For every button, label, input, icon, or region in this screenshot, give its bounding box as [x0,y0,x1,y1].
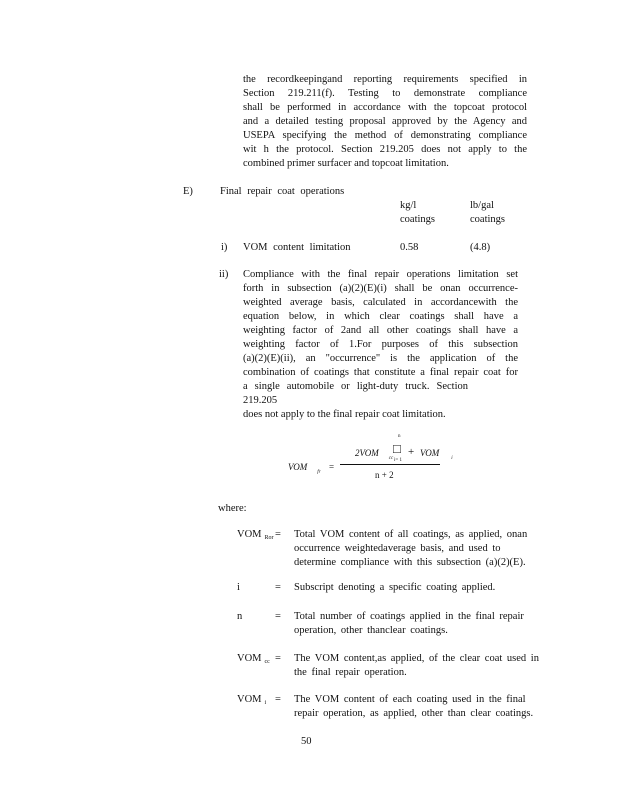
item-ii-line: weighting factor of 1.For purposes of this subsection [243,339,518,350]
intro-line: USEPA specifying the method of demonstrating compliance [243,130,527,141]
item-ii-line: weighted average basis, calculated in accordancewith the [243,297,518,308]
col-header-kg-line1: kg/l [400,200,417,211]
formula-numerator-term [355,446,393,463]
definition-equals: = [275,582,281,593]
item-ii-line: does not apply to the final repair coat limitation. [243,409,446,420]
formula-lhs [288,460,321,477]
intro-line: and a detailed testing proposal approved by the Agency and [243,116,527,127]
sum-icon: □ [393,441,401,456]
item-ii-paragraph [243,268,518,422]
definition-symbol-text: VOM [237,694,262,705]
formula-vom-i-sub: i [451,456,453,461]
definition-symbol [237,652,270,667]
formula-vom-i-text: VOM [420,448,440,458]
intro-line: shall be performed in accordance with the topcoat protocol [243,102,527,113]
item-i-value-kg: 0.58 [400,242,419,253]
formula-plus: + [408,446,415,458]
item-i-value-lb: (4.8) [470,242,491,253]
item-ii-line: equation below, in which clear coatings shall have a [243,311,518,322]
item-ii-line: a single automobile or light-duty truck. Section 219.205 [243,381,468,406]
formula-lhs-sub: fr [317,470,321,475]
col-header-lb [470,199,505,227]
formula-vom-i [406,446,453,463]
section-e-title: Final repair coat operations [220,186,345,197]
item-ii-line: forth in subsection (a)(2)(E)(i) shall be onan occurrence- [243,283,518,294]
definition-symbol-text: i [237,582,240,593]
col-header-lb-line2: coatings [470,214,505,225]
definition-text: Total VOM content of all coatings, as applied, onan occurrence weightedaverage basis, and used to determine compliance with this subsection (a)(2)(E). [294,529,528,568]
intro-line: Section 219.211(f). Testing to demonstrate compliance [243,88,527,99]
page-number: 50 [301,736,312,747]
fraction-bar [340,464,440,465]
item-ii-marker: ii) [219,269,229,280]
intro-paragraph [243,73,527,171]
formula-equals: = [329,462,335,472]
definition-symbol-text: n [237,611,243,622]
formula-denominator: n + 2 [375,470,394,480]
definition-symbol [237,693,266,708]
formula-sum-bottom: i= 1 [394,458,402,463]
definition-equals: = [275,653,281,664]
definition-symbol [237,528,274,543]
intro-line: the recordkeepingand reporting requirements specified in [243,74,527,85]
definition-symbol-text: VOM [237,529,262,540]
definition-text: Total number of coatings applied in the final repair operation, other thanclear coatings. [294,611,524,636]
col-header-kg-line2: coatings [400,214,435,225]
definition-equals: = [275,611,281,622]
formula-numerator-text: 2VOM [355,448,379,458]
definition-text: Subscript denoting a specific coating applied. [294,582,496,593]
formula-numerator-sub: cc [388,456,394,461]
definition-equals: = [275,694,281,705]
intro-line: wit h the protocol. Section 219.205 does not apply to the [243,144,527,155]
col-header-lb-line1: lb/gal [470,200,494,211]
definition-symbol-sub: cc [264,659,270,665]
section-e-marker: E) [183,186,193,197]
item-ii-line: combination of coatings that constitute a final repair coat for [243,367,518,378]
definition-symbol-sub: Ror [264,535,274,541]
item-ii-line: Compliance with the final repair operations limitation set [243,269,518,280]
formula-lhs-text: VOM [288,462,308,472]
where-label: where: [218,503,247,514]
item-ii-line: (a)(2)(E)(ii), an "occurrence" is the application of the [243,353,518,364]
definition-text: The VOM content,as applied, of the clear coat used in the final repair operation. [294,653,539,678]
formula-sum-top: n [398,434,401,439]
item-ii-line: weighting factor of 2and all other coatings shall have a [243,325,518,336]
item-i-marker: i) [221,242,228,253]
definition-symbol [237,610,242,624]
definition-equals: = [275,529,281,540]
definition-symbol-text: VOM [237,653,262,664]
definition-symbol [237,581,240,595]
definition-symbol-sub: i [264,700,267,706]
item-i-label: VOM content limitation [243,242,351,253]
intro-line: combined primer surfacer and topcoat limitation. [243,158,449,169]
formula [285,432,453,492]
col-header-kg [400,199,435,227]
definition-text: The VOM content of each coating used in the final repair operation, as applied, other than clear coatings. [294,694,534,719]
